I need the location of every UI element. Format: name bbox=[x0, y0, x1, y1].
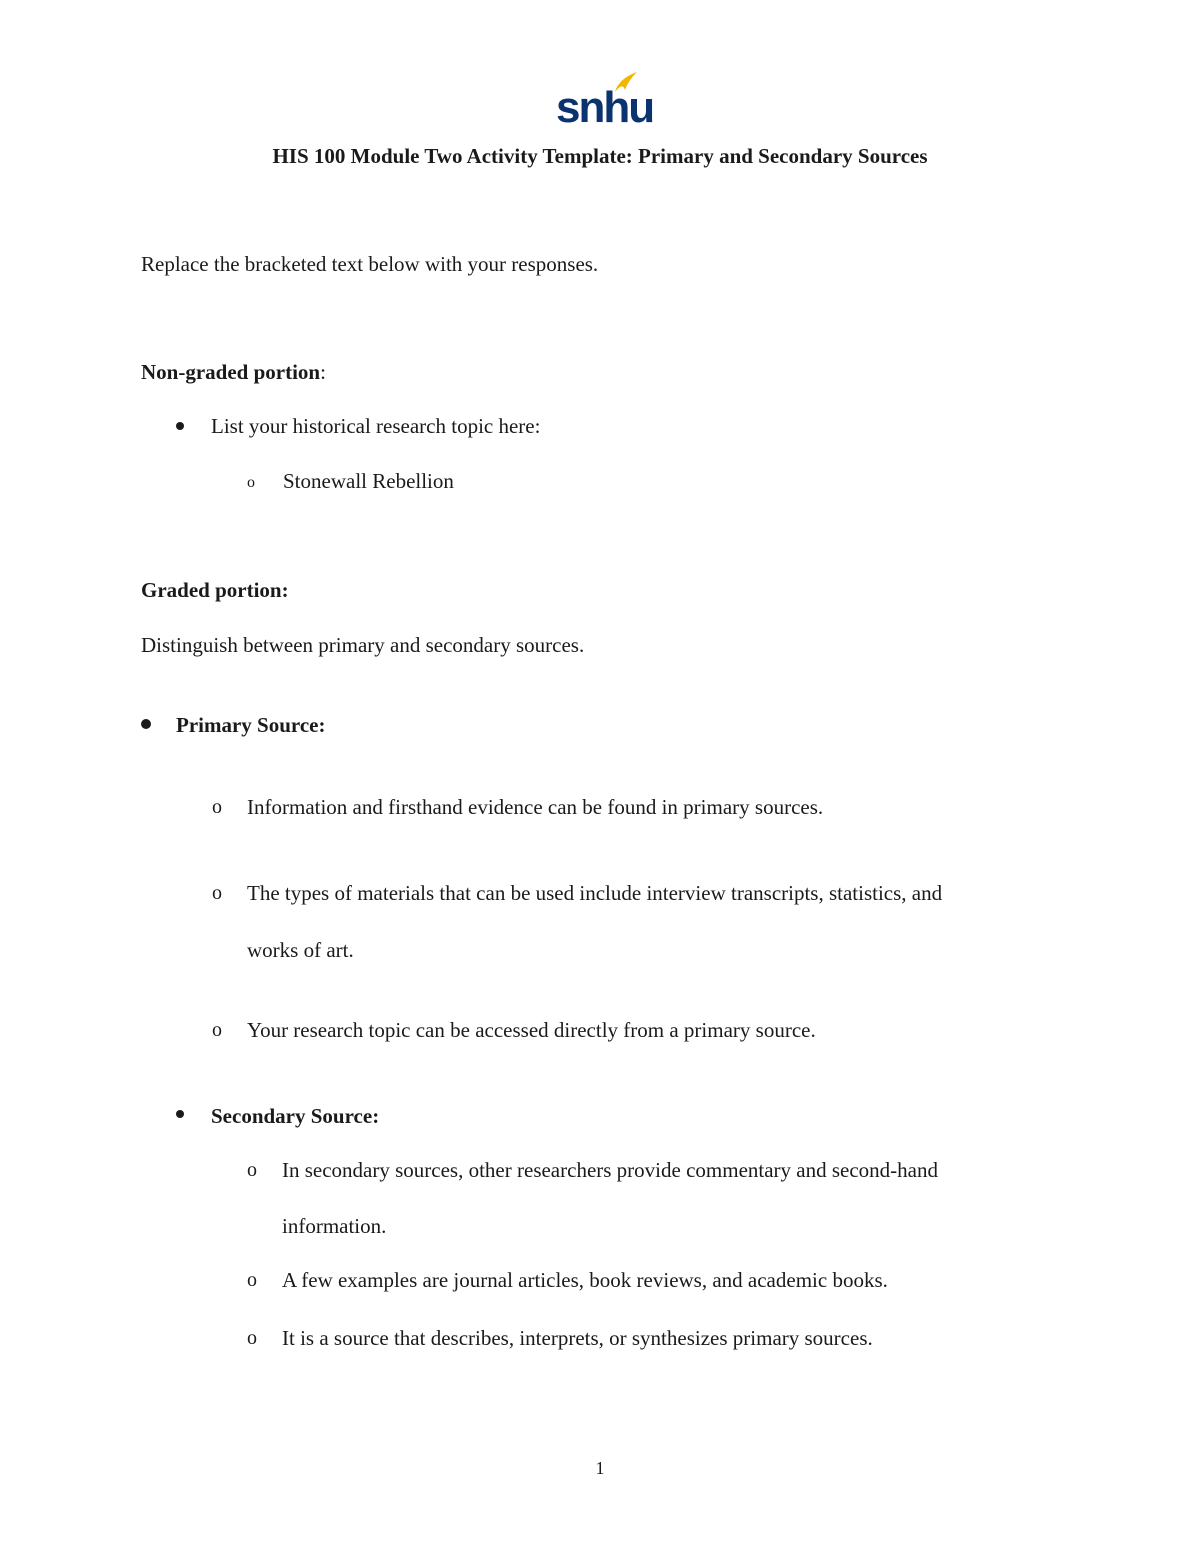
bullet-circle-icon: o bbox=[212, 1019, 222, 1041]
page-number: 1 bbox=[595, 1458, 605, 1478]
bullet-disc-icon bbox=[176, 1110, 184, 1118]
graded-intro: Distinguish between primary and secondary sources. bbox=[141, 633, 585, 657]
bullet-circle-icon: o bbox=[212, 882, 222, 904]
non-graded-heading-label: Non-graded portion bbox=[141, 360, 321, 384]
primary-item-2-continued: works of art. bbox=[247, 938, 354, 962]
secondary-item-1-continued: information. bbox=[282, 1214, 387, 1238]
research-topic-value: Stonewall Rebellion bbox=[283, 469, 454, 493]
primary-source-heading: Primary Source: bbox=[176, 713, 326, 737]
bullet-circle-icon: o bbox=[212, 796, 222, 818]
topic-list-label: List your historical research topic here: bbox=[211, 414, 541, 438]
secondary-source-heading: Secondary Source: bbox=[211, 1104, 380, 1128]
bullet-disc-icon bbox=[141, 719, 151, 729]
bullet-disc-icon bbox=[176, 422, 184, 430]
graded-heading: Graded portion: bbox=[141, 578, 289, 602]
logo-wordmark: snhu bbox=[556, 83, 654, 132]
non-graded-heading bbox=[141, 359, 326, 385]
bullet-circle-icon: o bbox=[247, 1269, 257, 1291]
page-title: HIS 100 Module Two Activity Template: Primary and Secondary Sources bbox=[272, 144, 928, 168]
primary-item-3: Your research topic can be accessed directly from a primary source. bbox=[247, 1018, 816, 1042]
secondary-item-3: It is a source that describes, interprets, or synthesizes primary sources. bbox=[282, 1326, 873, 1350]
non-graded-heading-colon: : bbox=[320, 360, 326, 384]
secondary-item-2: A few examples are journal articles, book reviews, and academic books. bbox=[282, 1268, 888, 1292]
bullet-circle-icon: o bbox=[247, 1327, 257, 1349]
bullet-circle-icon: o bbox=[247, 1159, 257, 1181]
primary-item-2: The types of materials that can be used include interview transcripts, statistics, and bbox=[247, 881, 943, 905]
secondary-item-1: In secondary sources, other researchers provide commentary and second-hand bbox=[282, 1158, 938, 1182]
snhu-logo bbox=[556, 70, 654, 134]
primary-item-1: Information and firsthand evidence can be found in primary sources. bbox=[247, 795, 824, 819]
instructions-text: Replace the bracketed text below with your responses. bbox=[141, 252, 599, 276]
bullet-circle-icon: o bbox=[247, 474, 255, 491]
